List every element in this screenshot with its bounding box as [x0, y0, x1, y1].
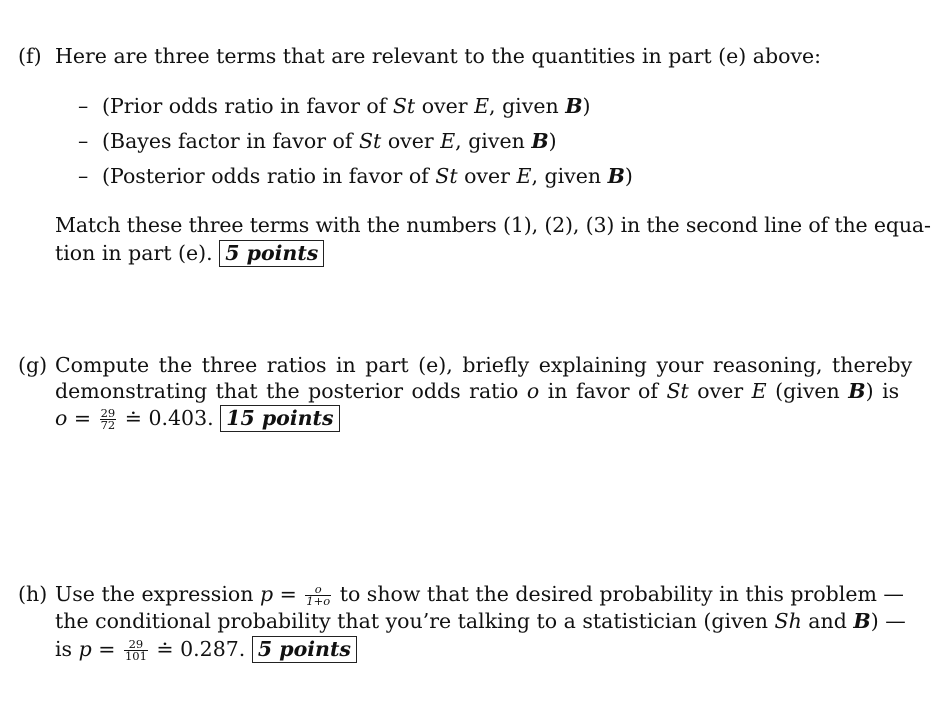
- part-h-line1: Use the expression p = $\frac{o}{1+o}$ to show that the desired probability in this problem —: [55, 582, 904, 608]
- term-posterior-odds: (Posterior odds ratio in favor of St over E, given B): [102, 164, 633, 188]
- bullet-dash: –: [78, 129, 89, 153]
- term-bayes-factor: (Bayes factor in favor of St over E, given B): [102, 129, 557, 153]
- bullet-dash: –: [78, 164, 89, 188]
- part-h-equation: is p = $\frac{29}{101}$ ≐ 0.287. 5 points: [55, 636, 357, 663]
- part-f-match-line1: Match these three terms with the numbers (1), (2), (3) in the second line of the equa-: [55, 213, 931, 237]
- term-prior-odds: (Prior odds ratio in favor of St over E, given B): [102, 94, 591, 118]
- part-g-line2: demonstrating that the posterior odds ratio o in favor of St over E (given B) is: [55, 379, 900, 403]
- part-h-label: (h): [18, 582, 48, 606]
- part-h-line2: the conditional probability that you’re talking to a statistician (given Sh and B) —: [55, 609, 906, 633]
- part-f-match-line2: tion in part (e). 5 points: [55, 240, 324, 267]
- points-badge: 5 points: [252, 636, 357, 663]
- part-g-equation: o = $\frac{29}{72}$ ≐ 0.403. 15 points: [55, 405, 340, 432]
- points-badge: 15 points: [220, 405, 339, 432]
- points-badge: 5 points: [219, 240, 324, 267]
- part-f-label: (f): [18, 44, 42, 68]
- fraction-o-over-1-plus-o: $\frac{o}{1+o}$: [306, 582, 331, 608]
- part-f-intro: Here are three terms that are relevant to the quantities in part (e) above:: [55, 44, 822, 68]
- bullet-dash: –: [78, 94, 89, 118]
- fraction-29-101: $\frac{29}{101}$: [124, 637, 147, 663]
- part-g-label: (g): [18, 353, 48, 377]
- part-g-line1: Compute the three ratios in part (e), briefly explaining your reasoning, thereby: [55, 353, 913, 377]
- fraction-29-72: $\frac{29}{72}$: [100, 406, 116, 432]
